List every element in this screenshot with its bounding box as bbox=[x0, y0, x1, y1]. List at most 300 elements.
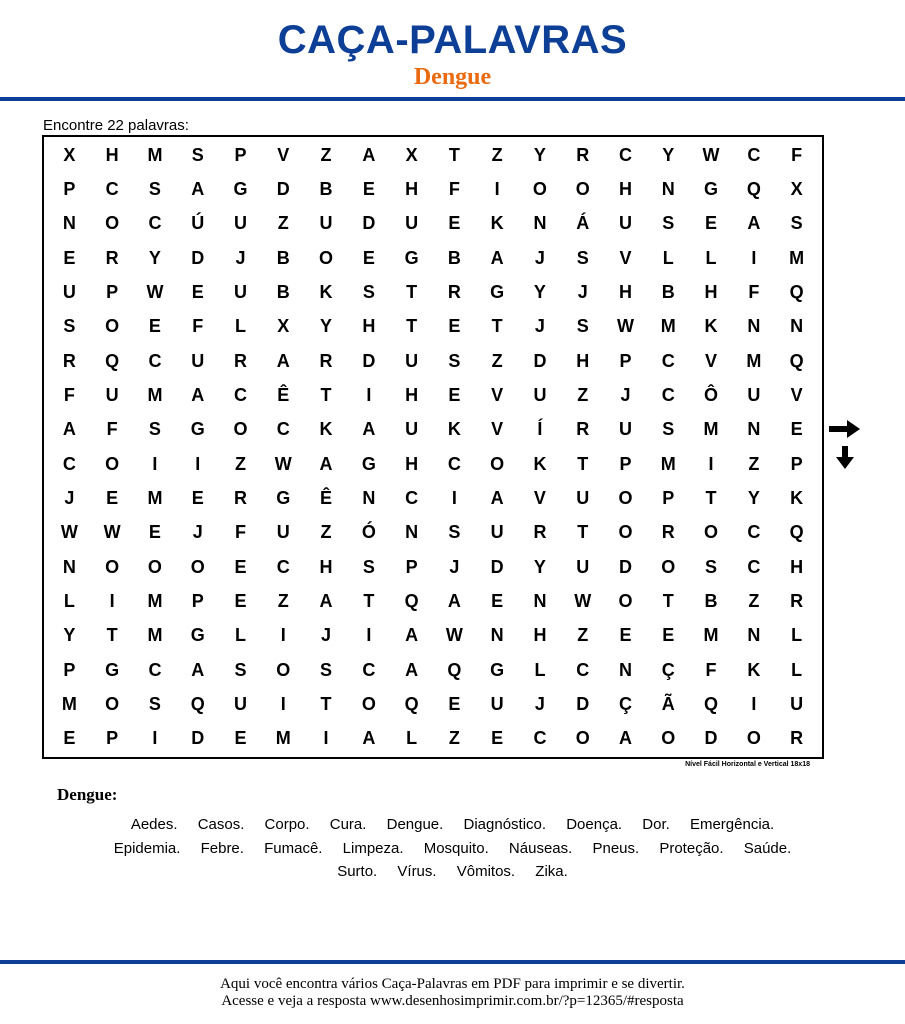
word-item: Mosquito. bbox=[423, 839, 489, 857]
grid-cell: A bbox=[405, 625, 419, 646]
grid-cell: O bbox=[618, 522, 633, 543]
grid-cell: L bbox=[791, 625, 803, 646]
grid-cell: A bbox=[490, 247, 504, 268]
grid-cell: C bbox=[747, 144, 761, 165]
grid-cell: H bbox=[105, 144, 119, 165]
grid-cell: C bbox=[661, 384, 675, 405]
grid-cell: D bbox=[276, 178, 290, 199]
grid-cell: P bbox=[790, 453, 803, 474]
grid-cell: W bbox=[702, 144, 720, 165]
word-item: Casos. bbox=[197, 816, 245, 833]
grid-cell: J bbox=[534, 693, 545, 714]
grid-cell: A bbox=[319, 590, 333, 611]
grid-cell: O bbox=[276, 659, 291, 680]
instruction-text: Encontre 22 palavras: bbox=[43, 117, 189, 134]
grid-cell: Q bbox=[447, 659, 462, 680]
grid-cell: S bbox=[191, 144, 204, 165]
word-item: Febre. bbox=[200, 839, 244, 857]
grid-cell: G bbox=[233, 178, 248, 199]
grid-cell: U bbox=[233, 693, 247, 714]
word-item: Corpo. bbox=[264, 816, 310, 833]
grid-cell: H bbox=[704, 281, 718, 302]
grid-cell: M bbox=[147, 625, 163, 646]
grid-cell: U bbox=[191, 350, 205, 371]
grid-cell: P bbox=[106, 728, 119, 749]
grid-cell: X bbox=[277, 316, 290, 337]
grid-cell: G bbox=[490, 281, 505, 302]
grid-cell: Q bbox=[704, 693, 719, 714]
grid-cell: Q bbox=[404, 590, 419, 611]
grid-cell: R bbox=[576, 419, 590, 440]
grid-cell: Y bbox=[533, 281, 546, 302]
grid-cell: Y bbox=[662, 144, 675, 165]
grid-cell: E bbox=[148, 316, 161, 337]
grid-cell: Z bbox=[491, 144, 503, 165]
page-subtitle: Dengue bbox=[413, 64, 492, 90]
word-item: Dengue. bbox=[386, 816, 444, 833]
grid-cell: K bbox=[319, 281, 333, 302]
word-item: Dor. bbox=[642, 816, 670, 833]
word-item: Emergência. bbox=[689, 816, 775, 833]
grid-cell: I bbox=[280, 693, 286, 714]
grid-cell: K bbox=[790, 487, 804, 508]
grid-cell: K bbox=[704, 316, 718, 337]
grid-cell: S bbox=[148, 419, 161, 440]
grid-cell: E bbox=[705, 213, 718, 234]
grid-cell: Y bbox=[320, 316, 333, 337]
grid-cell: C bbox=[747, 522, 761, 543]
grid-cell: O bbox=[532, 178, 547, 199]
grid-cell: C bbox=[233, 384, 247, 405]
grid-cell: U bbox=[319, 213, 333, 234]
grid-cell: N bbox=[790, 316, 804, 337]
grid-cell: A bbox=[191, 659, 205, 680]
grid-cell: M bbox=[660, 316, 676, 337]
grid-cell: P bbox=[405, 556, 418, 577]
grid-cell: S bbox=[705, 556, 718, 577]
word-item: Vírus. bbox=[397, 863, 437, 880]
word-item: Vômitos. bbox=[456, 863, 516, 880]
grid-cell: T bbox=[320, 384, 332, 405]
grid-cell: Z bbox=[234, 453, 246, 474]
grid-cell: A bbox=[62, 419, 76, 440]
grid-cell: C bbox=[276, 556, 290, 577]
grid-cell: U bbox=[490, 693, 504, 714]
grid-cell: Q bbox=[789, 350, 804, 371]
grid-cell: A bbox=[191, 384, 205, 405]
grid-cell: E bbox=[191, 281, 204, 302]
grid-cell: M bbox=[275, 728, 291, 749]
top-divider bbox=[0, 97, 905, 101]
grid-cell: L bbox=[63, 590, 75, 611]
grid-cell: D bbox=[362, 213, 376, 234]
grid-cell: J bbox=[235, 247, 246, 268]
grid-cell: P bbox=[234, 144, 247, 165]
grid-cell: S bbox=[662, 213, 675, 234]
grid-cell: I bbox=[751, 693, 757, 714]
grid-cell: E bbox=[191, 487, 204, 508]
grid-cell: Ó bbox=[361, 522, 376, 543]
word-list bbox=[40, 813, 865, 884]
grid-cell: N bbox=[490, 625, 504, 646]
grid-cell: M bbox=[61, 693, 77, 714]
grid-cell: Y bbox=[63, 625, 76, 646]
grid-cell: B bbox=[447, 247, 461, 268]
grid-cell: O bbox=[105, 556, 120, 577]
grid-cell: Q bbox=[746, 178, 761, 199]
grid-cell: I bbox=[708, 453, 714, 474]
grid-cell: R bbox=[233, 487, 247, 508]
grid-cell: Y bbox=[148, 247, 161, 268]
grid-cell: D bbox=[533, 350, 547, 371]
grid-cell: V bbox=[533, 487, 546, 508]
grid-cell: B bbox=[661, 281, 675, 302]
grid-cell: J bbox=[321, 625, 332, 646]
grid-cell: E bbox=[448, 213, 461, 234]
grid-cell: H bbox=[576, 350, 590, 371]
grid-cell: A bbox=[405, 659, 419, 680]
grid-cell: E bbox=[662, 625, 675, 646]
grid-cell: U bbox=[747, 384, 761, 405]
grid-cell: Y bbox=[747, 487, 760, 508]
grid-cell: W bbox=[274, 453, 292, 474]
grid-cell: P bbox=[63, 178, 76, 199]
grid-cell: E bbox=[234, 728, 247, 749]
grid-cell: P bbox=[106, 281, 119, 302]
grid-cell: B bbox=[276, 247, 290, 268]
grid-cell: U bbox=[405, 350, 419, 371]
grid-cell: E bbox=[448, 384, 461, 405]
grid-cell: T bbox=[577, 453, 589, 474]
grid-cell: L bbox=[662, 247, 674, 268]
grid-cell: V bbox=[705, 350, 718, 371]
grid-cell: O bbox=[105, 453, 120, 474]
grid-cell: Ç bbox=[661, 659, 675, 680]
grid-cell: I bbox=[451, 487, 457, 508]
arrow-right-icon bbox=[829, 417, 861, 441]
word-item: Doença. bbox=[566, 816, 623, 833]
grid-cell: L bbox=[534, 659, 546, 680]
grid-cell: E bbox=[63, 728, 76, 749]
grid-cell: W bbox=[60, 522, 78, 543]
grid-cell: E bbox=[362, 247, 375, 268]
grid-cell: D bbox=[191, 728, 205, 749]
word-item: Epidemia. bbox=[113, 839, 181, 857]
grid-cell: J bbox=[620, 384, 631, 405]
grid-cell: U bbox=[276, 522, 290, 543]
grid-cell: Z bbox=[577, 384, 589, 405]
grid-cell: C bbox=[618, 144, 632, 165]
grid-cell: O bbox=[575, 178, 590, 199]
grid-cell: G bbox=[105, 659, 120, 680]
grid-cell: E bbox=[63, 247, 76, 268]
grid-cell: K bbox=[533, 453, 547, 474]
grid-cell: A bbox=[362, 419, 376, 440]
grid-cell: O bbox=[704, 522, 719, 543]
grid-cell: N bbox=[661, 178, 675, 199]
grid-cell: S bbox=[576, 247, 589, 268]
grid-cell: O bbox=[233, 419, 248, 440]
grid-cell: R bbox=[447, 281, 461, 302]
grid-cell: K bbox=[490, 213, 504, 234]
grid-cell: P bbox=[63, 659, 76, 680]
word-list-heading: Dengue: bbox=[57, 785, 118, 804]
grid-cell: Z bbox=[277, 590, 289, 611]
grid-cell: C bbox=[747, 556, 761, 577]
grid-cell: M bbox=[147, 590, 163, 611]
grid-cell: R bbox=[661, 522, 675, 543]
grid-cell: J bbox=[449, 556, 460, 577]
grid-cell: R bbox=[233, 350, 247, 371]
grid-cell: C bbox=[362, 659, 376, 680]
grid-cell: N bbox=[533, 213, 547, 234]
grid-cell: C bbox=[405, 487, 419, 508]
grid-cell: K bbox=[447, 419, 461, 440]
letter-grid bbox=[42, 135, 824, 759]
grid-cell: T bbox=[662, 590, 674, 611]
grid-cell: V bbox=[491, 419, 504, 440]
grid-cell: Z bbox=[320, 522, 332, 543]
grid-cell: V bbox=[277, 144, 290, 165]
grid-cell: O bbox=[105, 316, 120, 337]
grid-cell: Q bbox=[190, 693, 205, 714]
grid-cell: I bbox=[280, 625, 286, 646]
grid-cell: Ã bbox=[661, 693, 675, 714]
grid-cell: O bbox=[746, 728, 761, 749]
word-item: Zika. bbox=[535, 863, 568, 880]
grid-cell: Y bbox=[533, 556, 546, 577]
grid-cell: I bbox=[751, 247, 757, 268]
grid-cell: S bbox=[148, 178, 161, 199]
grid-cell: L bbox=[406, 728, 418, 749]
grid-cell: S bbox=[362, 556, 375, 577]
grid-cell: F bbox=[192, 316, 204, 337]
page-title: CAÇA-PALAVRAS bbox=[277, 18, 628, 62]
grid-cell: M bbox=[789, 247, 805, 268]
grid-cell: V bbox=[619, 247, 632, 268]
grid-cell: T bbox=[363, 590, 375, 611]
grid-cell: Z bbox=[320, 144, 332, 165]
grid-cell: U bbox=[618, 213, 632, 234]
grid-cell: G bbox=[490, 659, 505, 680]
grid-cell: I bbox=[109, 590, 115, 611]
grid-cell: H bbox=[533, 625, 547, 646]
grid-cell: S bbox=[148, 693, 161, 714]
word-item: Surto. bbox=[337, 863, 378, 880]
grid-cell: N bbox=[405, 522, 419, 543]
grid-cell: I bbox=[152, 728, 158, 749]
grid-cell: A bbox=[276, 350, 290, 371]
grid-cell: H bbox=[790, 556, 804, 577]
grid-cell: V bbox=[790, 384, 803, 405]
grid-cell: U bbox=[233, 213, 247, 234]
grid-cell: U bbox=[105, 384, 119, 405]
grid-cell: A bbox=[490, 487, 504, 508]
grid-cell: Q bbox=[404, 693, 419, 714]
grid-cell: F bbox=[791, 144, 803, 165]
grid-cell: E bbox=[448, 316, 461, 337]
grid-cell: P bbox=[662, 487, 675, 508]
grid-cell: D bbox=[490, 556, 504, 577]
grid-cell: Z bbox=[577, 625, 589, 646]
grid-cell: L bbox=[791, 659, 803, 680]
grid-cell: I bbox=[195, 453, 201, 474]
footer bbox=[0, 976, 905, 1010]
grid-cell: W bbox=[103, 522, 121, 543]
grid-cell: T bbox=[320, 693, 332, 714]
grid-cell: M bbox=[660, 453, 676, 474]
grid-cell: C bbox=[62, 453, 76, 474]
grid-cell: E bbox=[362, 178, 375, 199]
grid-cell: H bbox=[405, 178, 419, 199]
grid-cell: X bbox=[405, 144, 418, 165]
grid-cell: W bbox=[445, 625, 463, 646]
grid-cell: T bbox=[577, 522, 589, 543]
grid-cell: Q bbox=[789, 522, 804, 543]
grid-cell: P bbox=[191, 590, 204, 611]
arrow-down-icon bbox=[829, 446, 861, 470]
grid-cell: E bbox=[790, 419, 803, 440]
word-item: Aedes. bbox=[130, 816, 178, 833]
grid-cell: E bbox=[106, 487, 119, 508]
grid-cell: D bbox=[576, 693, 590, 714]
grid-cell: N bbox=[747, 419, 761, 440]
grid-cell: A bbox=[447, 590, 461, 611]
footer-line-1: Aqui você encontra vários Caça-Palavras em PDF para imprimir e se divertir. bbox=[220, 976, 685, 992]
grid-cell: A bbox=[362, 728, 376, 749]
grid-cell: N bbox=[747, 625, 761, 646]
grid-cell: R bbox=[576, 144, 590, 165]
grid-cell: Ç bbox=[618, 693, 632, 714]
grid-cell: T bbox=[406, 316, 418, 337]
grid-cell: T bbox=[406, 281, 418, 302]
grid-cell: S bbox=[790, 213, 803, 234]
grid-cell: U bbox=[533, 384, 547, 405]
grid-cell: R bbox=[533, 522, 547, 543]
grid-cell: W bbox=[616, 316, 634, 337]
grid-cell: F bbox=[705, 659, 717, 680]
grid-cell: H bbox=[405, 453, 419, 474]
grid-cell: D bbox=[704, 728, 718, 749]
grid-cell: T bbox=[448, 144, 460, 165]
grid-cell: O bbox=[147, 556, 162, 577]
grid-cell: C bbox=[148, 213, 162, 234]
word-item: Saúde. bbox=[743, 839, 792, 857]
word-item: Proteção. bbox=[659, 839, 724, 857]
grid-cell: S bbox=[448, 350, 461, 371]
grid-cell: H bbox=[618, 281, 632, 302]
grid-cell: J bbox=[534, 316, 545, 337]
grid-cell: R bbox=[790, 590, 804, 611]
grid-cell: A bbox=[191, 178, 205, 199]
grid-cell: P bbox=[619, 350, 632, 371]
grid-cell: Í bbox=[537, 419, 543, 440]
grid-cell: P bbox=[619, 453, 632, 474]
grid-cell: U bbox=[233, 281, 247, 302]
grid-cell: T bbox=[106, 625, 118, 646]
grid-cell: F bbox=[448, 178, 460, 199]
grid-cell: G bbox=[361, 453, 376, 474]
word-item: Náuseas. bbox=[508, 839, 573, 857]
grid-cell: U bbox=[618, 419, 632, 440]
grid-cell: S bbox=[234, 659, 247, 680]
grid-cell: I bbox=[366, 384, 372, 405]
grid-cell: U bbox=[790, 693, 804, 714]
grid-cell: X bbox=[790, 178, 803, 199]
grid-cell: N bbox=[62, 556, 76, 577]
grid-cell: C bbox=[105, 178, 119, 199]
grid-cell: N bbox=[362, 487, 376, 508]
grid-cell: I bbox=[494, 178, 500, 199]
grid-cell: A bbox=[362, 144, 376, 165]
grid-cell: C bbox=[533, 728, 547, 749]
grid-cell: N bbox=[618, 659, 632, 680]
grid-cell: T bbox=[491, 316, 503, 337]
word-item: Fumacê. bbox=[264, 839, 323, 857]
grid-cell: C bbox=[661, 350, 675, 371]
grid-cell: H bbox=[618, 178, 632, 199]
grid-cell: Ê bbox=[320, 487, 333, 508]
grid-cell: O bbox=[575, 728, 590, 749]
grid-cell: R bbox=[790, 728, 804, 749]
grid-cell: C bbox=[148, 350, 162, 371]
grid-cell: B bbox=[319, 178, 333, 199]
grid-cell: U bbox=[405, 213, 419, 234]
grid-cell: L bbox=[234, 316, 246, 337]
grid-cell: E bbox=[491, 590, 504, 611]
grid-cell: Ô bbox=[704, 384, 719, 405]
grid-cell: L bbox=[705, 247, 717, 268]
grid-cell: E bbox=[148, 522, 161, 543]
grid-cell: Á bbox=[576, 213, 590, 234]
grid-cell: B bbox=[276, 281, 290, 302]
grid-cell: E bbox=[619, 625, 632, 646]
word-item: Cura. bbox=[329, 816, 367, 833]
grid-cell: K bbox=[747, 659, 761, 680]
grid-cell: A bbox=[319, 453, 333, 474]
grid-cell: Z bbox=[277, 213, 289, 234]
grid-cell: S bbox=[448, 522, 461, 543]
grid-cell: O bbox=[618, 487, 633, 508]
grid-cell: G bbox=[190, 625, 205, 646]
word-item: Pneus. bbox=[592, 839, 640, 857]
grid-cell: H bbox=[319, 556, 333, 577]
grid-cell: V bbox=[491, 384, 504, 405]
grid-cell: E bbox=[234, 556, 247, 577]
grid-cell: N bbox=[62, 213, 76, 234]
grid-cell: S bbox=[362, 281, 375, 302]
grid-cell: O bbox=[661, 728, 676, 749]
grid-cell: O bbox=[105, 693, 120, 714]
grid-cell: Z bbox=[748, 590, 760, 611]
grid-cell: J bbox=[577, 281, 588, 302]
grid-cell: K bbox=[319, 419, 333, 440]
grid-cell: S bbox=[320, 659, 333, 680]
grid-cell: O bbox=[361, 693, 376, 714]
grid-cell: R bbox=[319, 350, 333, 371]
grid-cell: W bbox=[574, 590, 592, 611]
grid-cell: Q bbox=[789, 281, 804, 302]
grid-cell: C bbox=[276, 419, 290, 440]
grid-cell: Z bbox=[748, 453, 760, 474]
grid-cell: Q bbox=[105, 350, 120, 371]
grid-cell: J bbox=[534, 247, 545, 268]
grid-cell: T bbox=[705, 487, 717, 508]
grid-cell: M bbox=[147, 487, 163, 508]
grid-cell: M bbox=[147, 384, 163, 405]
grid-cell: M bbox=[746, 350, 762, 371]
grid-cell: I bbox=[323, 728, 329, 749]
